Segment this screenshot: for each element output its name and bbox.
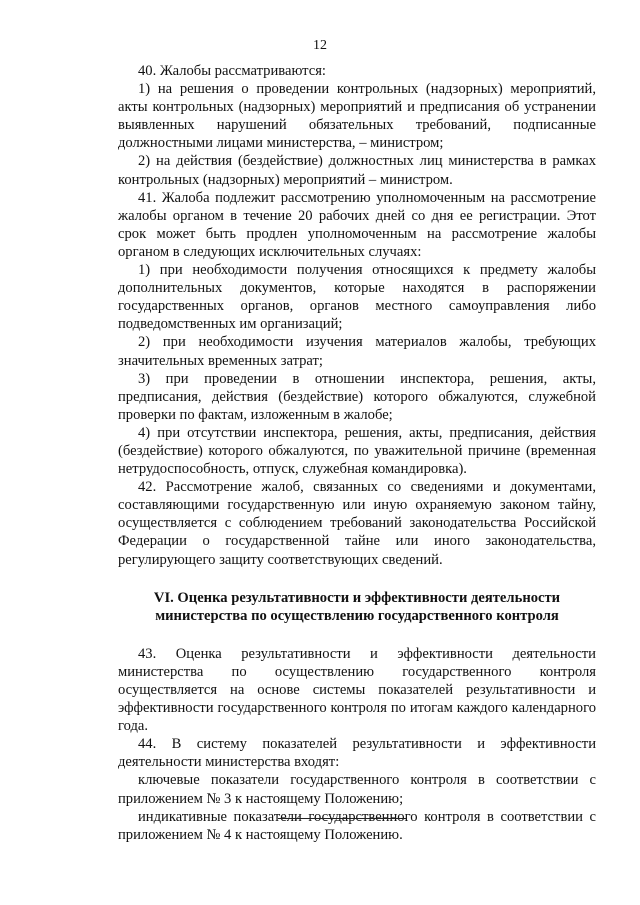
- paragraph-41-item-1: 1) при необходимости получения относящихся к предмету жалобы дополнительных документов, которые находятся в распоряжении государственных органов, органов местного самоуправления либо подведомственных им организаций;: [118, 262, 596, 333]
- paragraph-44: 44. В систему показателей результативности и эффективности деятельности министерства входят:: [118, 736, 596, 771]
- paragraph-41-item-4: 4) при отсутствии инспектора, решения, акты, предписания, действия (бездействие) которого обжалуются, по уважительной причине (временная нетрудоспособность, отпуск, служебная командировка).: [118, 424, 596, 478]
- closing-rule: [278, 818, 406, 819]
- paragraph-42: 42. Рассмотрение жалоб, связанных со сведениями и документами, составляющими государственную или иную охраняемую законом тайну, осуществляется с соблюдением требований законодательства Российской Федерации о государственной тайне или иного законодательства, регулирующего защиту соответствующих сведений.: [118, 479, 596, 568]
- paragraph-40: 40. Жалобы рассматриваются:: [138, 63, 326, 79]
- page-number: 12: [313, 38, 327, 53]
- paragraph-40-item-2: 2) на действия (бездействие) должностных лиц министерства в рамках контрольных (надзорных) мероприятий – министром.: [118, 153, 596, 188]
- paragraph-41-item-3: 3) при проведении в отношении инспектора, решения, акты, предписания, действия (бездействие) которого обжалуются, служебной проверки по фактам, изложенным в жалобе;: [118, 370, 596, 423]
- paragraph-43: 43. Оценка результативности и эффективности деятельности министерства по осуществлению государственного контроля осуществляется на основе системы показателей результативности и эффективности государственного контроля по итогам каждого календарного года.: [118, 645, 596, 735]
- document-body: [118, 62, 596, 844]
- paragraph-41-item-2: 2) при необходимости изучения материалов жалобы, требующих значительных временных затрат;: [118, 334, 596, 369]
- paragraph-41: 41. Жалоба подлежит рассмотрению уполномоченным на рассмотрение жалобы органом в течение 20 рабочих дней со дня ее регистрации. Этот срок может быть продлен уполномоченным на рассмотрение жалобы органом в следующих исключительных случаях:: [118, 189, 596, 260]
- paragraph-44-item-2: индикативные показатели государственного контроля в соответствии с приложением № 4 к настоящему Положению.: [118, 808, 596, 843]
- paragraph-44-item-1: ключевые показатели государственного контроля в соответствии с приложением № 3 к настоящему Положению;: [118, 772, 596, 807]
- section-heading: VI. Оценка результативности и эффективности деятельности министерства по осуществлению государственного контроля: [153, 589, 561, 624]
- paragraph-40-item-1: 1) на решения о проведении контрольных (надзорных) мероприятий, акты контрольных (надзорных) мероприятий и предписания об устранении выявленных нарушений обязательных требований, подписанные должностными лицами министерства, – министром;: [118, 81, 596, 152]
